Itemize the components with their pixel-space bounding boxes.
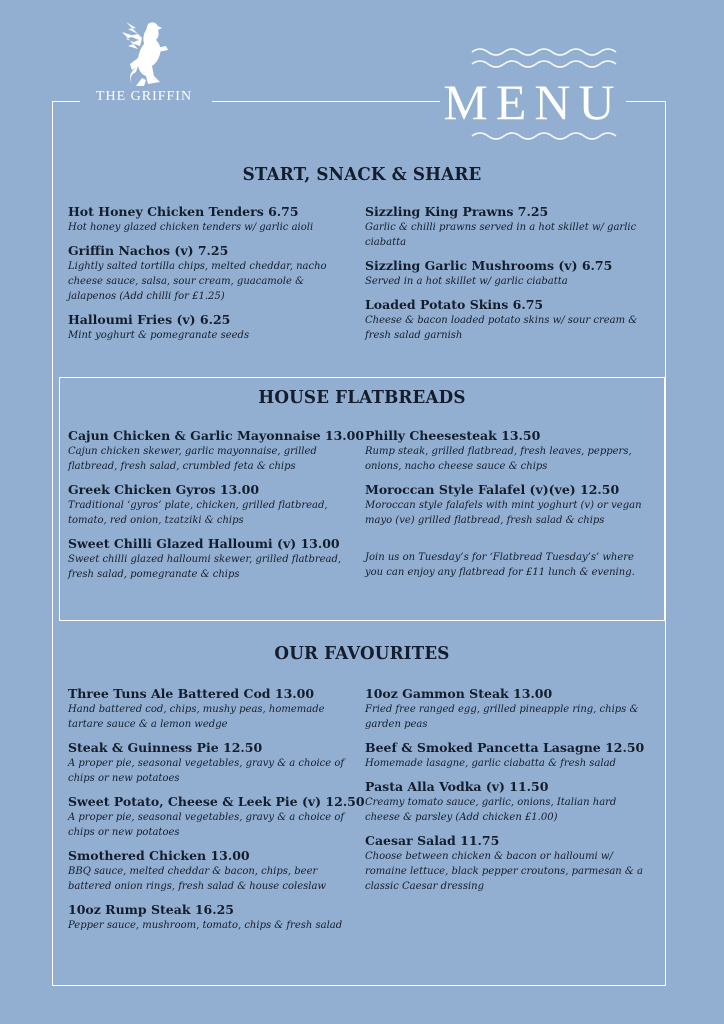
item-name: Hot Honey Chicken Tenders 6.75 — [68, 204, 299, 219]
brand-logo — [84, 18, 204, 104]
start-right-column — [365, 203, 651, 350]
menu-item — [68, 685, 354, 732]
item-name: Smothered Chicken 13.00 — [68, 848, 250, 863]
item-description: A proper pie, seasonal vegetables, gravy & a choice of chips or new potatoes — [68, 812, 345, 838]
section-title-flatbreads: HOUSE FLATBREADS — [258, 387, 466, 408]
menu-item — [365, 257, 651, 289]
flatbread-tuesday-promo: Join us on Tuesday’s for ‘Flatbread Tuesday’s’ where you can enjoy any flatbread for £11 lunch & evening. — [365, 552, 635, 578]
menu-item — [365, 481, 651, 528]
item-name: Sweet Potato, Cheese & Leek Pie (v) 12.50 — [68, 794, 365, 809]
item-description: Traditional ‘gyros’ plate, chicken, grilled flatbread, tomato, red onion, tzatziki & chips — [68, 500, 328, 526]
item-description: BBQ sauce, melted cheddar & bacon, chips, beer battered onion rings, fresh salad & house coleslaw — [68, 866, 326, 892]
item-description: Creamy tomato sauce, garlic, onions, Italian hard cheese & parsley (Add chicken £1.00) — [365, 797, 617, 823]
item-description: A proper pie, seasonal vegetables, gravy & a choice of chips or new potatoes — [68, 758, 345, 784]
item-description: Cheese & bacon loaded potato skins w/ sour cream & fresh salad garnish — [365, 315, 638, 341]
item-description: Lightly salted tortilla chips, melted cheddar, nacho cheese sauce, salsa, sour cream, guacamole & jalapenos (Add chilli for £1.25) — [68, 261, 327, 302]
flatbreads-right-column — [365, 427, 651, 580]
wave-icon — [470, 128, 620, 146]
menu-item — [365, 739, 651, 771]
item-description: Garlic & chilli prawns served in a hot skillet w/ garlic ciabatta — [365, 222, 637, 248]
flatbreads-left-column — [68, 427, 365, 589]
menu-item — [68, 901, 354, 933]
item-description: Choose between chicken & bacon or halloumi w/ romaine lettuce, black pepper croutons, parmesan & a classic Caesar dressing — [365, 851, 643, 892]
menu-item — [68, 311, 354, 343]
menu-item — [365, 778, 651, 825]
favourites-right-column — [365, 685, 651, 901]
item-description: Fried free ranged egg, grilled pineapple ring, chips & garden peas — [365, 704, 639, 730]
start-left-column — [68, 203, 354, 350]
section-title-start: START, SNACK & SHARE — [242, 164, 482, 185]
menu-item — [365, 832, 651, 894]
item-name: Steak & Guinness Pie 12.50 — [68, 740, 263, 755]
menu-item — [68, 739, 354, 786]
item-name: Moroccan Style Falafel (v)(ve) 12.50 — [365, 482, 620, 497]
menu-item — [68, 535, 354, 582]
menu-item — [68, 847, 354, 894]
menu-item — [68, 203, 354, 235]
item-description: Pepper sauce, mushroom, tomato, chips & fresh salad — [68, 920, 343, 931]
menu-headline: MENU — [443, 74, 623, 130]
item-name: 10oz Gammon Steak 13.00 — [365, 686, 553, 701]
brand-name: THE GRIFFIN — [95, 89, 193, 104]
griffin-icon — [118, 18, 170, 90]
menu-item — [68, 427, 365, 474]
menu-item — [365, 685, 651, 732]
item-description: Sweet chilli glazed halloumi skewer, grilled flatbread, fresh salad, pomegranate & chips — [68, 554, 342, 580]
item-description: Moroccan style falafels with mint yoghurt (v) or vegan mayo (ve) grilled flatbread, fresh salad & chips — [365, 500, 642, 526]
item-description: Hot honey glazed chicken tenders w/ garlic aioli — [68, 222, 314, 233]
menu-item — [365, 427, 651, 474]
item-description: Served in a hot skillet w/ garlic ciabatta — [365, 276, 568, 287]
item-description: Rump steak, grilled flatbread, fresh leaves, peppers, onions, nacho cheese sauce & chips — [365, 446, 632, 472]
item-description: Hand battered cod, chips, mushy peas, homemade tartare sauce & a lemon wedge — [68, 704, 325, 730]
menu-item — [68, 793, 365, 840]
section-title-favourites: OUR FAVOURITES — [274, 643, 450, 664]
item-name: Greek Chicken Gyros 13.00 — [68, 482, 260, 497]
item-name: Loaded Potato Skins 6.75 — [365, 297, 544, 312]
menu-item — [68, 242, 354, 304]
item-name: Philly Cheesesteak 13.50 — [365, 428, 541, 443]
wave-icon — [470, 44, 620, 70]
item-name: Halloumi Fries (v) 6.25 — [68, 312, 231, 327]
item-name: Sizzling Garlic Mushrooms (v) 6.75 — [365, 258, 613, 273]
menu-item — [365, 296, 651, 343]
item-name: Three Tuns Ale Battered Cod 13.00 — [68, 686, 315, 701]
item-name: 10oz Rump Steak 16.25 — [68, 902, 234, 917]
item-name: Sweet Chilli Glazed Halloumi (v) 13.00 — [68, 536, 340, 551]
menu-item — [365, 203, 651, 250]
item-name: Pasta Alla Vodka (v) 11.50 — [365, 779, 549, 794]
item-name: Griffin Nachos (v) 7.25 — [68, 243, 229, 258]
item-name: Caesar Salad 11.75 — [365, 833, 500, 848]
item-description: Mint yoghurt & pomegranate seeds — [68, 330, 250, 341]
menu-item — [68, 481, 354, 528]
item-description: Homemade lasagne, garlic ciabatta & fresh salad — [365, 758, 616, 769]
favourites-left-column — [68, 685, 365, 940]
item-name: Sizzling King Prawns 7.25 — [365, 204, 549, 219]
item-name: Cajun Chicken & Garlic Mayonnaise 13.00 — [68, 428, 365, 443]
item-name: Beef & Smoked Pancetta Lasagne 12.50 — [365, 740, 645, 755]
item-description: Cajun chicken skewer, garlic mayonnaise, grilled flatbread, fresh salad, crumbled feta & chips — [68, 446, 317, 472]
